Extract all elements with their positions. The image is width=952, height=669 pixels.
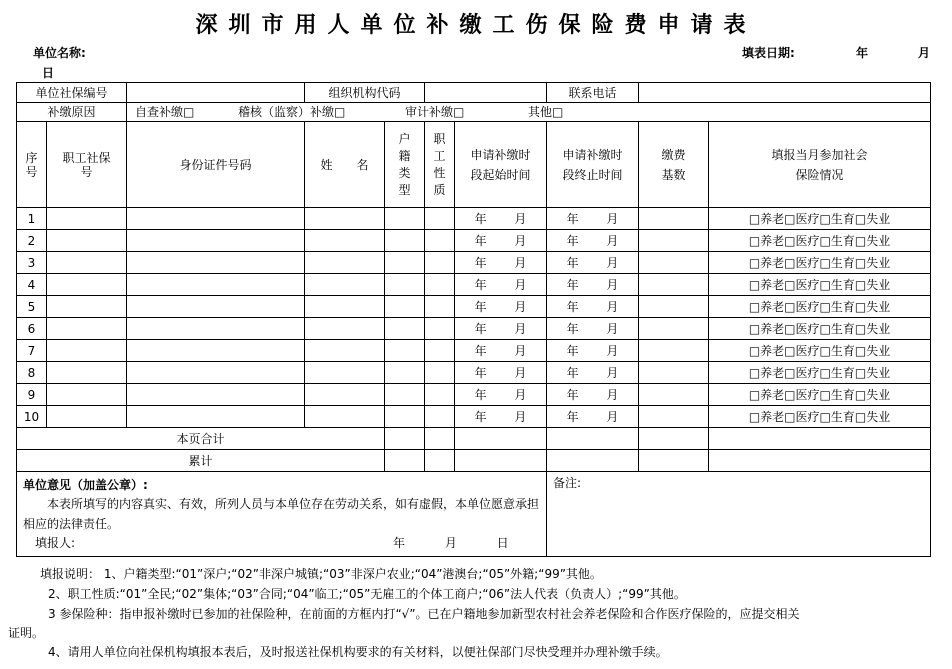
row-name[interactable] [305,318,385,340]
col-name: 姓 名 [305,122,385,208]
row-nature[interactable] [425,274,455,296]
row-hukou[interactable] [385,406,425,428]
row-name[interactable] [305,274,385,296]
filler-label: 填报人: [35,536,76,550]
row-id-no[interactable] [127,274,305,296]
row-start-ym[interactable]: 年 月 [455,384,547,406]
row-id-no[interactable] [127,384,305,406]
remark-cell[interactable] [547,472,931,557]
row-base[interactable] [639,208,709,230]
row-start-ym[interactable]: 年 月 [455,296,547,318]
org-code-field[interactable] [425,83,547,103]
row-name[interactable] [305,362,385,384]
opinion-row [17,472,931,557]
row-end-ym[interactable]: 年 月 [547,384,639,406]
unit-name-label: 单位名称: [33,46,86,60]
row-end-ym[interactable]: 年 月 [547,274,639,296]
row-seq: 4 [17,274,47,296]
row-nature[interactable] [425,230,455,252]
col-hukou: 户籍类型 [385,122,425,208]
row-seq: 8 [17,362,47,384]
row-id-no[interactable] [127,362,305,384]
row-id-no[interactable] [127,296,305,318]
row-name[interactable] [305,296,385,318]
row-nature[interactable] [425,208,455,230]
row-base[interactable] [639,274,709,296]
row-base[interactable] [639,230,709,252]
row-end-ym[interactable]: 年 月 [547,252,639,274]
row-seq: 3 [17,252,47,274]
row-base[interactable] [639,296,709,318]
row-start-ym[interactable]: 年 月 [455,230,547,252]
table-row [17,230,931,252]
table-row [17,406,931,428]
application-form-table [16,82,931,557]
row-emp-si-no[interactable] [47,340,127,362]
row-name[interactable] [305,340,385,362]
table-row [17,340,931,362]
col-nature: 职工性质 [425,122,455,208]
row-start-ym[interactable]: 年 月 [455,340,547,362]
reason-accounting-check[interactable]: 审计补缴□ [405,105,465,119]
row-seq: 9 [17,384,47,406]
row-hukou[interactable] [385,362,425,384]
row-emp-si-no[interactable] [47,230,127,252]
row-insurance-options[interactable]: □养老□医疗□生育□失业 [709,208,931,230]
row-hukou[interactable] [385,318,425,340]
fill-date-year: 年 [856,46,869,60]
row-start-ym[interactable]: 年 月 [455,406,547,428]
row-nature[interactable] [425,406,455,428]
note-3-cont: 证明。 [8,626,45,640]
row-start-ym[interactable]: 年 月 [455,362,547,384]
row-emp-si-no[interactable] [47,318,127,340]
opinion-date: 年 月 日 [393,536,509,550]
row-seq: 1 [17,208,47,230]
row-emp-si-no[interactable] [47,274,127,296]
reason-self-check[interactable]: 自查补缴□ [135,105,195,119]
row-insurance-options[interactable]: □养老□医疗□生育□失业 [709,362,931,384]
row-base[interactable] [639,384,709,406]
row-id-no[interactable] [127,340,305,362]
table-row [17,318,931,340]
row-emp-si-no[interactable] [47,362,127,384]
row-seq: 6 [17,318,47,340]
row-id-no[interactable] [127,252,305,274]
note-1: 填报说明： 1、户籍类型:“01”深户;“02”非深户城镇;“03”非深户农业;“04”港澳台;“05”外籍;“99”其他。 [40,567,602,581]
row-insurance-options[interactable]: □养老□医疗□生育□失业 [709,340,931,362]
row-base[interactable] [639,318,709,340]
row-insurance-options[interactable]: □养老□医疗□生育□失业 [709,406,931,428]
row-emp-si-no[interactable] [47,252,127,274]
row-hukou[interactable] [385,340,425,362]
page-total-row [17,428,931,450]
row-nature[interactable] [425,340,455,362]
row-start-ym[interactable]: 年 月 [455,274,547,296]
fill-date-month: 月 [918,46,931,60]
column-header-row [17,122,931,208]
note-2: 2、职工性质:“01”全民;“02”集体;“03”合同;“04”临工;“05”无雇工的个体工商户;“06”法人代表（负责人）;“99”其他。 [48,587,686,601]
cumulative-label: 累计 [17,450,385,472]
col-end: 申请补缴时段终止时间 [547,122,639,208]
row-emp-si-no[interactable] [47,296,127,318]
row-nature[interactable] [425,252,455,274]
cumulative-row [17,450,931,472]
table-row [17,274,931,296]
row-insurance-options[interactable]: □养老□医疗□生育□失业 [709,296,931,318]
table-row [17,384,931,406]
row-end-ym[interactable]: 年 月 [547,318,639,340]
reason-row [17,103,931,122]
phone-label: 联系电话 [547,83,639,103]
row-hukou[interactable] [385,296,425,318]
row-seq: 7 [17,340,47,362]
opinion-text: 本表所填写的内容真实、有效，所列人员与本单位存在劳动关系，如有虚假，本单位愿意承担相应的法律责任。 [23,497,540,531]
row-insurance-options[interactable]: □养老□医疗□生育□失业 [709,252,931,274]
col-id-no: 身份证件号码 [127,122,305,208]
page-total-label: 本页合计 [17,428,385,450]
row-nature[interactable] [425,318,455,340]
row-id-no[interactable] [127,208,305,230]
row-insurance-options[interactable]: □养老□医疗□生育□失业 [709,318,931,340]
table-row [17,252,931,274]
row-id-no[interactable] [127,318,305,340]
fill-date-day: 日 [42,66,55,80]
row-seq: 10 [17,406,47,428]
row-nature[interactable] [425,296,455,318]
si-number-field[interactable] [127,83,305,103]
row-id-no[interactable] [127,230,305,252]
row-nature[interactable] [425,384,455,406]
row-start-ym[interactable]: 年 月 [455,252,547,274]
reason-other-check[interactable]: 其他□ [528,105,564,119]
row-id-no[interactable] [127,406,305,428]
row-end-ym[interactable]: 年 月 [547,230,639,252]
row-end-ym[interactable]: 年 月 [547,340,639,362]
row-start-ym[interactable]: 年 月 [455,208,547,230]
row-end-ym[interactable]: 年 月 [547,208,639,230]
note-3: 3 参保险种：指申报补缴时已参加的社保险种，在前面的方框内打“√”。已在户籍地参加新型农村社会养老保险和合作医疗保险的，应提交相关 [48,607,800,621]
row-name[interactable] [305,252,385,274]
row-seq: 2 [17,230,47,252]
row-emp-si-no[interactable] [47,406,127,428]
reason-label: 补缴原因 [17,103,127,122]
col-base: 缴费基数 [639,122,709,208]
col-seq: 序号 [17,122,47,208]
row-hukou[interactable] [385,274,425,296]
col-emp-si-no: 职工社保号 [47,122,127,208]
remark-label: 备注: [553,476,582,490]
opinion-title: 单位意见（加盖公章）: [23,478,148,492]
row-end-ym[interactable]: 年 月 [547,406,639,428]
row-name[interactable] [305,230,385,252]
row-insurance-options[interactable]: □养老□医疗□生育□失业 [709,230,931,252]
row-hukou[interactable] [385,230,425,252]
row-base[interactable] [639,406,709,428]
col-insurance: 填报当月参加社会保险情况 [709,122,931,208]
row-hukou[interactable] [385,384,425,406]
row-end-ym[interactable]: 年 月 [547,296,639,318]
row-base[interactable] [639,252,709,274]
row-nature[interactable] [425,362,455,384]
row-name[interactable] [305,384,385,406]
row-emp-si-no[interactable] [47,208,127,230]
phone-field[interactable] [639,83,931,103]
row-name[interactable] [305,208,385,230]
form-title: 深圳市用人单位补缴工伤保险费申请表 [195,12,757,38]
row-hukou[interactable] [385,252,425,274]
row-emp-si-no[interactable] [47,384,127,406]
row-hukou[interactable] [385,208,425,230]
si-number-label: 单位社保编号 [17,83,127,103]
unit-info-row [17,83,931,103]
table-row [17,362,931,384]
row-base[interactable] [639,362,709,384]
row-seq: 5 [17,296,47,318]
unit-opinion-cell [17,472,547,557]
reason-audit-check[interactable]: 稽核（监察）补缴□ [238,105,346,119]
col-start: 申请补缴时段起始时间 [455,122,547,208]
row-start-ym[interactable]: 年 月 [455,318,547,340]
table-row [17,208,931,230]
row-name[interactable] [305,406,385,428]
fill-date-label: 填表日期: [742,46,795,60]
table-row [17,296,931,318]
row-insurance-options[interactable]: □养老□医疗□生育□失业 [709,384,931,406]
row-insurance-options[interactable]: □养老□医疗□生育□失业 [709,274,931,296]
row-end-ym[interactable]: 年 月 [547,362,639,384]
row-base[interactable] [639,340,709,362]
org-code-label: 组织机构代码 [305,83,425,103]
note-4: 4、请用人单位向社保机构填报本表后，及时报送社保机构要求的有关材料，以便社保部门尽快受理并办理补缴手续。 [48,645,668,659]
